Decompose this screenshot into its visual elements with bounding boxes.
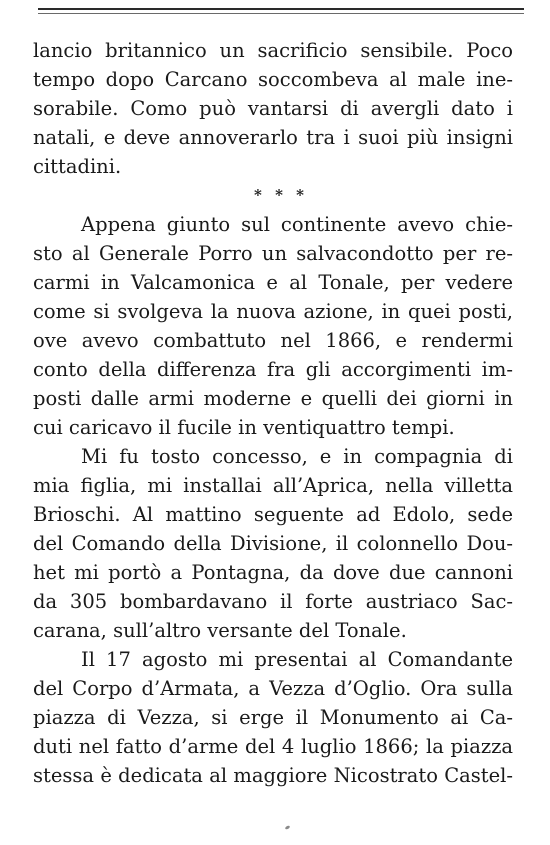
text-line: cui caricavo il fucile in ventiquattro tempi. (33, 416, 455, 439)
paragraph-first-line: Mi fu tosto concesso, e in compagnia di (81, 445, 513, 468)
header-rule (38, 8, 524, 10)
text-line: piazza di Vezza, si erge il Monumento ai Ca- (33, 706, 513, 729)
text-line: sto al Generale Porro un salvacondotto per re- (33, 242, 513, 265)
section-separator: * * * (254, 186, 308, 204)
text-line: del Comando della Divisione, il colonnello Dou- (33, 532, 513, 555)
text-line: ove avevo combattuto nel 1866, e rendermi (33, 329, 513, 352)
text-line: cittadini. (33, 155, 122, 178)
text-line: da 305 bombardavano il forte austriaco Sac- (33, 590, 513, 613)
text-line: duti nel fatto d’arme del 4 luglio 1866; la piazza (33, 735, 513, 758)
header-rule-thin (38, 13, 524, 14)
text-line: natali, e deve annoverarlo tra i suoi più insigni (33, 126, 513, 149)
text-line: carmi in Valcamonica e al Tonale, per vedere (33, 271, 513, 294)
text-line: tempo dopo Carcano soccombeva al male ine- (33, 68, 513, 91)
text-line: mia figlia, mi installai all’Aprica, nella villetta (33, 474, 513, 497)
text-line: come si svolgeva la nuova azione, in quei posti, (33, 300, 513, 323)
text-line: posti dalle armi moderne e quelli dei giorni in (33, 387, 513, 410)
text-line: del Corpo d’Armata, a Vezza d’Oglio. Ora sulla (33, 677, 513, 700)
paragraph-first-line: Appena giunto sul continente avevo chie- (81, 213, 513, 236)
text-line: lancio britannico un sacrificio sensibile. Poco (33, 39, 513, 62)
paragraph-first-line: Il 17 agosto mi presentai al Comandante (81, 648, 513, 671)
text-line: het mi portò a Pontagna, da dove due cannoni (33, 561, 513, 584)
text-line: stessa è dedicata al maggiore Nicostrato Castel- (33, 764, 513, 787)
text-line: carana, sull’altro versante del Tonale. (33, 619, 407, 642)
page-body (33, 36, 513, 790)
text-line: conto della differenza fra gli accorgimenti im- (33, 358, 513, 381)
text-line: sorabile. Como può vantarsi di avergli dato i (33, 97, 513, 120)
text-line: Brioschi. Al mattino seguente ad Edolo, sede (33, 503, 513, 526)
paper-speck (285, 825, 291, 830)
